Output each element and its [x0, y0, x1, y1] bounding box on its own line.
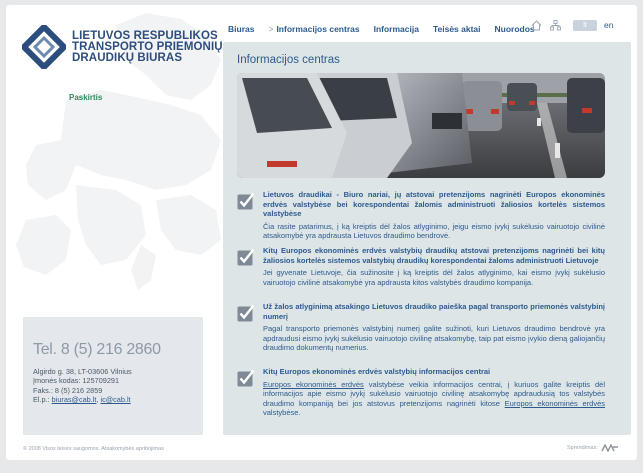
info-item-2[interactable]	[237, 246, 605, 287]
page-title: Informacijos centras	[237, 54, 340, 66]
contact-address: Algirdo g. 38, LT-03606 Vilnius	[33, 367, 132, 376]
contact-email-line	[33, 395, 193, 404]
logo-line-2: TRANSPORTO PRIEMONIŲ	[72, 41, 223, 53]
contact-company-code: Įmonės kodas: 125709291	[33, 376, 120, 386]
logo-line-1: LIETUVOS RESPUBLIKOS	[72, 30, 218, 42]
contact-email-label: El.p.:	[33, 394, 50, 404]
developer-logo-icon	[601, 444, 619, 452]
eee-link-2[interactable]: Europos ekonominės erdvės	[504, 398, 605, 408]
contact-fax: Faks.: 8 (5) 216 2859	[33, 385, 103, 395]
nav-separator: >	[268, 24, 274, 34]
contact-email-ic-link[interactable]: ic@cab.lt	[100, 394, 131, 404]
contact-phone: Tel. 8 (5) 216 2860	[33, 341, 161, 358]
sidebar-link-paskirtis[interactable]: Paskirtis	[69, 93, 103, 102]
info-item-2-title[interactable]: Kitų Europos ekonominės erdvės valstybių draudikų atstovai pretenzijoms nagrinėti bei kitų žaliosios kortelės sistemos valstybių draudikų korespondentai žaloms administruoti Lietuvoje	[263, 246, 605, 265]
main-navigation	[228, 22, 549, 36]
nav-item-informacijos-centras[interactable]: Informacijos centras	[276, 24, 360, 34]
info-item-1[interactable]	[237, 190, 605, 241]
nav-icons	[531, 20, 561, 31]
language-current[interactable]: lt	[573, 20, 597, 31]
logo-diamond-icon	[22, 25, 66, 69]
info-item-4-title[interactable]: Kitų Europos ekonominės erdvės valstybių informacijos centrai	[263, 367, 491, 376]
info-item-4-desc-part-1: valstybėse veikia informacijos centrai, į kuriuos galite kreiptis dėl informacijos apie eismo įvykį sukėlusio vairuotojo civilinę atsakomybę apdraudusią tos valstybės draudimo kompaniją bei jos atstovus pretenzijoms nagrinėti kitose	[263, 379, 605, 408]
page-card	[6, 5, 637, 460]
nav-item-biuras[interactable]: Biuras	[228, 24, 255, 34]
checkmark-icon	[237, 248, 255, 266]
logo-text	[72, 31, 223, 64]
contact-email-separator: ,	[96, 394, 99, 404]
nav-item-teises-aktai[interactable]: Teisės aktai	[432, 24, 481, 34]
info-item-4[interactable]	[237, 367, 605, 418]
checkmark-icon	[237, 304, 255, 322]
info-item-4-desc-part-2: valstybėse.	[263, 408, 301, 417]
sitemap-icon[interactable]	[550, 20, 561, 31]
info-item-1-description: Čia rasite patarimus, į ką kreiptis dėl žalos atlyginimo, jeigu eismo įvykį sukėlusio vairuotojo civilinė atsakomybė yra apdrausta Lietuvos draudimo bendrovė.	[263, 221, 605, 240]
info-item-3-title[interactable]: Už žalos atlyginimą atsakingo Lietuvos draudiko paieška pagal transporto priemonės valstybinį numerį	[263, 302, 605, 321]
language-switch-en[interactable]: en	[604, 20, 614, 30]
contact-box	[23, 317, 203, 435]
nav-item-nuorodos[interactable]: Nuorodos	[494, 24, 535, 34]
footer-credit[interactable]	[567, 444, 619, 452]
info-item-1-title[interactable]: Lietuvos draudikai - Biuro nariai, jų atstovai pretenzijoms nagrinėti Europos ekonominės erdvės valstybėse bei korespondentai žalomis administruoti žaliosios kortelės sistemos valstybėse	[263, 190, 605, 218]
home-icon[interactable]	[531, 20, 542, 31]
info-item-2-description: Jei gyvenate Lietuvoje, čia sužinosite į ką kreiptis dėl žalos atlyginimo, kai eismo įvykį sukėlusio vairuotojo civilinė atsakomybė yra apdrausta kitos valstybės draudimo kompanija.	[263, 268, 605, 287]
footer-copyright[interactable]: © 2008 Visos teisės saugomos. Atsakomybės apribojimas	[23, 446, 164, 452]
eee-link-1[interactable]: Europos ekonominės erdvės	[263, 379, 364, 389]
info-item-3[interactable]	[237, 302, 605, 353]
info-item-3-description: Pagal transporto priemonės valstybinį numerį galite sužinoti, kuri Lietuvos draudimo bendrovė yra apdraudusi eismo įvykį sukėlusio vairuotojo civilinę atsakomybę, taip pat eismo įvykio dieną galiojančių draudimo dokumentų numerius.	[263, 324, 605, 352]
nav-item-informacija[interactable]: Informacija	[373, 24, 419, 34]
info-item-4-description	[263, 380, 605, 418]
contact-email-biuras-link[interactable]: biuras@cab.lt	[51, 394, 97, 404]
checkmark-icon	[237, 192, 255, 210]
traffic-photo	[237, 73, 605, 178]
site-logo[interactable]	[22, 25, 222, 75]
footer-credit-label: Sprendimas:	[567, 445, 598, 451]
logo-line-3: DRAUDIKŲ BIURAS	[72, 52, 183, 64]
content-panel	[223, 42, 631, 435]
checkmark-icon	[237, 369, 255, 387]
